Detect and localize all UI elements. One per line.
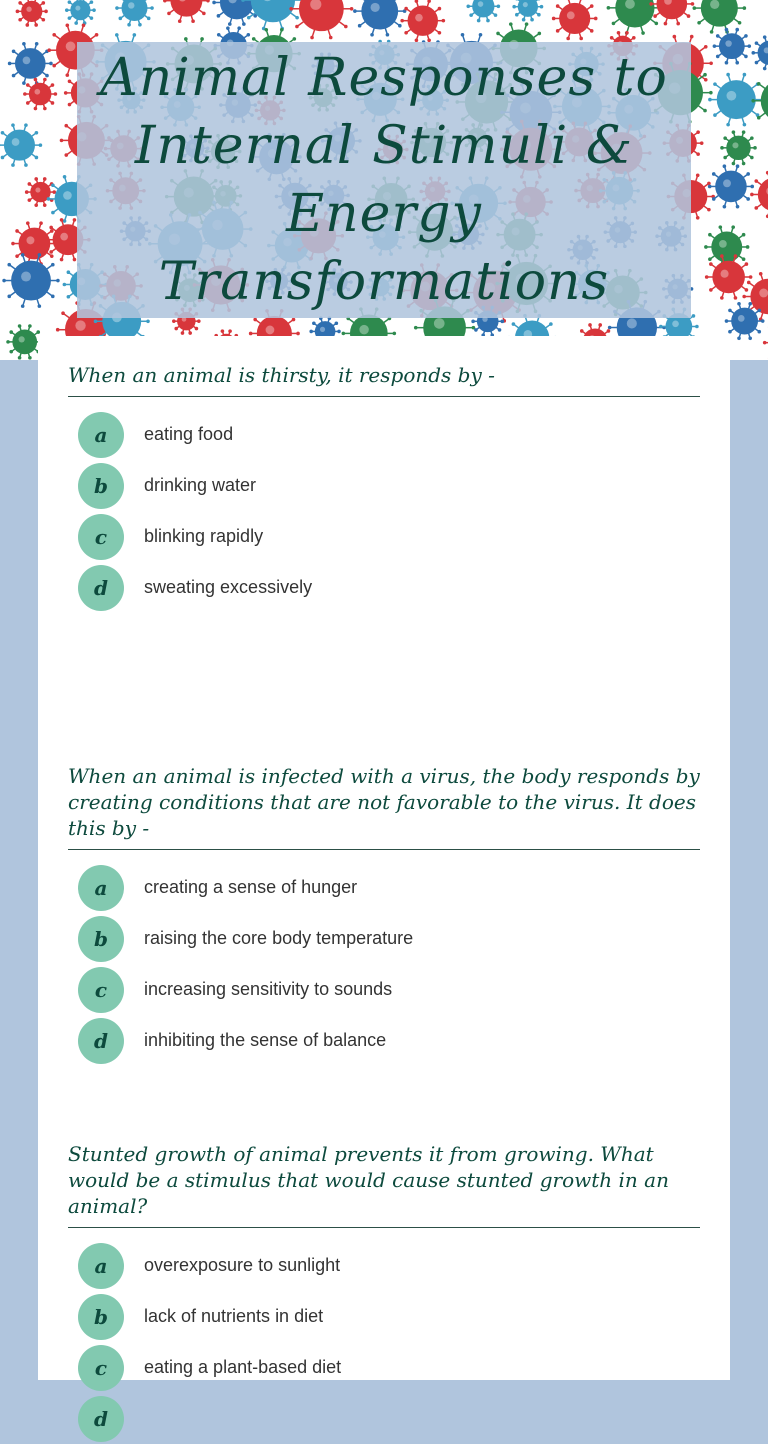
- option-letter-badge: d: [78, 1018, 124, 1064]
- question-text: Stunted growth of animal prevents it from growing. What would be a stimulus that would cause stunted growth in an animal?: [68, 1141, 700, 1228]
- answer-option-d[interactable]: [78, 1393, 700, 1444]
- answer-option-c[interactable]: [78, 1342, 700, 1393]
- answer-options: [68, 862, 700, 1066]
- question-1: [68, 362, 700, 613]
- option-letter-badge: a: [78, 865, 124, 911]
- option-letter-badge: b: [78, 916, 124, 962]
- option-letter-badge: c: [78, 967, 124, 1013]
- answer-option-a[interactable]: [78, 862, 700, 913]
- question-3: [68, 1141, 700, 1444]
- answer-options: [68, 1240, 700, 1444]
- answer-option-d[interactable]: [78, 1015, 700, 1066]
- option-text: creating a sense of hunger: [144, 877, 357, 898]
- question-2: [68, 763, 700, 1066]
- worksheet-content: [38, 336, 730, 1380]
- option-text: overexposure to sunlight: [144, 1255, 340, 1276]
- option-text: increasing sensitivity to sounds: [144, 979, 392, 1000]
- answer-option-c[interactable]: [78, 511, 700, 562]
- option-letter-badge: b: [78, 1294, 124, 1340]
- option-text: eating food: [144, 424, 233, 445]
- page-title: Animal Responses to Internal Stimuli & Energy Transformations: [97, 44, 671, 316]
- option-text: drinking water: [144, 475, 256, 496]
- option-text: sweating excessively: [144, 577, 312, 598]
- option-letter-badge: c: [78, 514, 124, 560]
- answer-option-d[interactable]: [78, 562, 700, 613]
- option-letter-badge: c: [78, 1345, 124, 1391]
- answer-option-b[interactable]: [78, 1291, 700, 1342]
- question-text: When an animal is infected with a virus, the body responds by creating conditions that are not favorable to the virus. It does this by -: [68, 763, 700, 850]
- title-box: [77, 42, 691, 318]
- option-text: inhibiting the sense of balance: [144, 1030, 386, 1051]
- option-letter-badge: a: [78, 412, 124, 458]
- answer-option-c[interactable]: [78, 964, 700, 1015]
- answer-option-b[interactable]: [78, 913, 700, 964]
- option-text: eating a plant-based diet: [144, 1357, 341, 1378]
- question-text: When an animal is thirsty, it responds by -: [68, 362, 700, 397]
- option-letter-badge: d: [78, 1396, 124, 1442]
- answer-option-a[interactable]: [78, 409, 700, 460]
- option-text: blinking rapidly: [144, 526, 263, 547]
- answer-options: [68, 409, 700, 613]
- answer-option-b[interactable]: [78, 460, 700, 511]
- option-letter-badge: a: [78, 1243, 124, 1289]
- option-letter-badge: b: [78, 463, 124, 509]
- answer-option-a[interactable]: [78, 1240, 700, 1291]
- header-banner: [0, 0, 768, 360]
- option-text: lack of nutrients in diet: [144, 1306, 323, 1327]
- option-letter-badge: d: [78, 565, 124, 611]
- option-text: raising the core body temperature: [144, 928, 413, 949]
